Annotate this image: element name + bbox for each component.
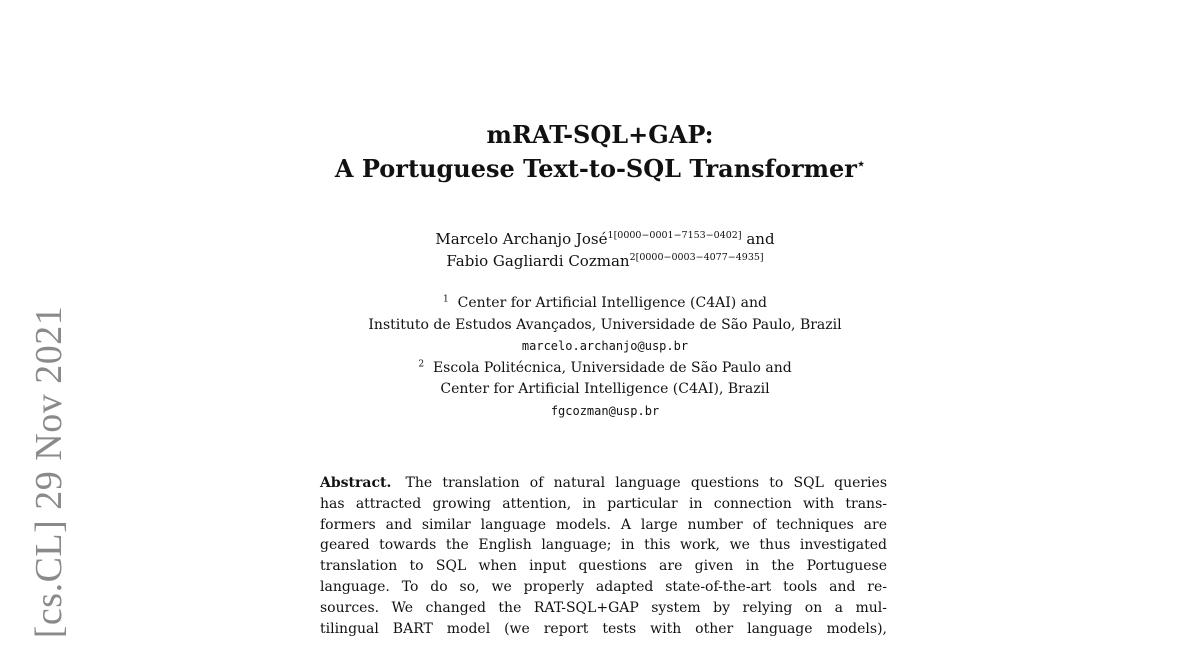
abstract-line bbox=[320, 473, 887, 494]
abstract-label: Abstract. bbox=[320, 475, 392, 491]
affiliation-text: Center for Artificial Intelligence (C4AI) and bbox=[457, 295, 767, 311]
author-1 bbox=[300, 228, 910, 250]
author-name: Fabio Gagliardi Cozman bbox=[446, 252, 630, 270]
affiliation-2-line-2: Center for Artificial Intelligence (C4AI), Brazil bbox=[440, 381, 770, 397]
arxiv-side-stamp bbox=[24, 300, 74, 645]
author-2 bbox=[300, 250, 910, 272]
abstract-line: has attracted growing attention, in particular in connection with trans- bbox=[320, 495, 887, 512]
affiliations bbox=[300, 293, 910, 422]
abstract-line: formers and similar language models. A large number of techniques are bbox=[320, 516, 887, 533]
abstract bbox=[320, 473, 887, 639]
title-line-1: mRAT-SQL+GAP: bbox=[486, 120, 714, 149]
affiliation-1-line-2: Instituto de Estudos Avançados, Universidade de São Paulo, Brazil bbox=[368, 316, 842, 333]
email-link[interactable]: marcelo.archanjo@usp.br bbox=[521, 339, 689, 353]
author-orcid: [0000−0003−4077−4935] bbox=[635, 252, 764, 263]
abstract-line: sources. We changed the RAT-SQL+GAP system by relying on a mul- bbox=[320, 599, 887, 616]
author-affil-mark: 2 bbox=[629, 252, 636, 263]
abstract-line: geared towards the English language; in this work, we thus investigated bbox=[320, 537, 887, 554]
email-link[interactable]: fgcozman@usp.br bbox=[550, 403, 660, 418]
abstract-line: translation to SQL when input questions are given in the Portuguese bbox=[320, 558, 887, 575]
author-conjunction: and bbox=[746, 230, 775, 248]
author-list bbox=[300, 228, 910, 272]
affiliation-1-line-1 bbox=[300, 293, 910, 315]
abstract-text: The translation of natural language questions to SQL queries bbox=[405, 475, 888, 491]
title-line-2 bbox=[300, 152, 900, 186]
affiliation-text: Escola Politécnica, Universidade de São Paulo and bbox=[432, 359, 792, 376]
author-name: Marcelo Archanjo José bbox=[435, 230, 608, 248]
title-footnote-mark: ⋆ bbox=[856, 157, 866, 172]
author-affil-mark: 1 bbox=[607, 230, 614, 241]
arxiv-identifier: [cs.CL] 29 Nov 2021 bbox=[28, 305, 70, 639]
author-orcid: [0000−0001−7153−0402] bbox=[613, 230, 742, 241]
abstract-line: language. To do so, we properly adapted state-of-the-art tools and re- bbox=[320, 578, 887, 595]
title-line-2-text: A Portuguese Text-to-SQL Transformer bbox=[334, 154, 857, 183]
affiliation-number: 1 bbox=[443, 294, 449, 305]
affiliation-2-line-1 bbox=[300, 358, 910, 380]
paper-title bbox=[300, 118, 900, 186]
abstract-line: tilingual BART model (we report tests with other language models), bbox=[320, 620, 887, 637]
affiliation-number: 2 bbox=[418, 358, 425, 369]
